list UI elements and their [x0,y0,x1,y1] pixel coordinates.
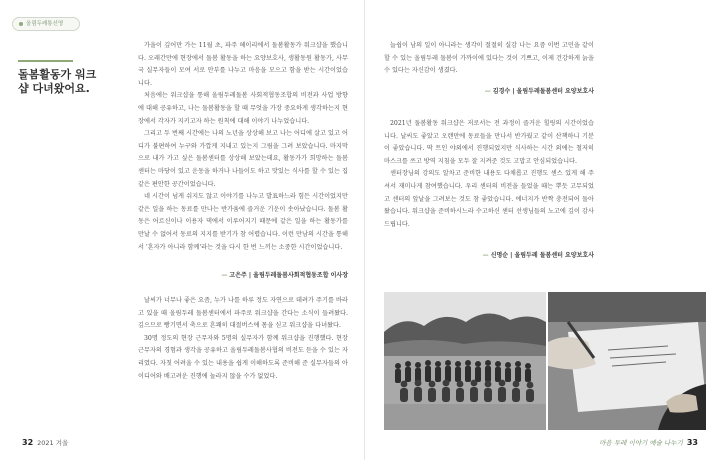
paragraph: 그리고 두 번째 시간에는 나의 노년을 상상해 보고 나는 어디에 살고 있고 어디가 불편하여 누구와 가깝게 지내고 있는지 그림을 그려 보았습니다. 마지막으로 내가 가고 싶은 돌봄센터를 상상해 보았는데요, 활동가가 희망하는 돌봄센터는 마당이 있고 운동을 하거나 나들이도 하고 맛있는 식사를 할 수 있는 집 같은 편안한 공간이었습니다. [138,130,348,188]
writing-photo-image [548,292,706,430]
right-signature-2-text: 신명순 | 올림두레 돌봄센터 요양보호사 [490,252,594,259]
headline-text: 돌봄활동가 워크샵 다녀왔어요. [18,68,97,95]
paragraph: 가을이 깊어만 가는 11월 초, 파주 헤이리에서 돌봄활동가 워크샵을 했습니다. 오래간만에 현장에서 돌봄 활동을 하는 요양보호사, 생활동원 활동가, 사무국 실무자들이 모여 서로 안부를 나누고 마음을 모으고 함을 받는 시간이었습니다. [138,42,348,87]
right-top-column [384,40,594,78]
left-signature: — 고은주 | 올림두레돌봄사회적협동조합 이사장 [221,272,348,279]
page-number-right: 33 [686,438,698,447]
group-photo-image [384,292,546,430]
paragraph: 2021년 돌봄활동 워크샵은 저로서는 전 과정이 즐거운 힐링의 시간이었습니다. 날씨도 좋았고 오랜만에 동료들을 만나서 반가웠고 같이 산책하니 기분이 좋았습니다. 딱 트인 야외에서 진행되었지만 식사하는 시간 외에는 철저히 마스크를 쓰고 방역 지침을 모두 잘 지켜준 것도 고맙고 안심되었습니다. [384,120,594,165]
group-photo [384,292,546,430]
issue-label: 2021 겨울 [37,439,69,447]
left-bottom-column [138,295,348,383]
left-signature-text: 고은주 | 올림두레돌봄사회적협동조합 이사장 [229,272,348,279]
headline-accent-bar [18,60,73,62]
magazine-name: 마음 두레 이야기 예술 나누기 [599,439,683,447]
paragraph: 처음에는 워크샵을 통해 올림두레돌봄 사회적협동조합의 비전과 사업 방향에 대해 공유하고, 나는 돌봄활동을 할 때 무엇을 가장 중요하게 생각하는지 현장에서 각자가 지키고자 하는 원칙에 대해 이야기 나누었습니다. [138,92,348,125]
left-top-column [138,40,348,254]
paragraph: 날씨가 너무나 좋은 요즘, 누가 나를 하루 정도 자연으로 데려가 주기를 바라고 있을 때 올림두레 돌봄센터에서 파주로 워크샵을 간다는 소식이 들려왔다. 깊으므로 빵기면서 축으로 흔쾌히 대절버스에 몸을 싣고 워크샵을 다녀왔다. [138,297,348,330]
paragraph: 센터장님의 강의도 알차고 준비한 내용도 다채롭고 진행도 센스 있게 해 주셔서 재미나게 참여했습니다. 우리 센터의 비전을 들었을 때는 뿌듯 고무되었고 센터의 앞날을 그려보는 것도 참 좋았습니다. 에너지가 반짝 충전되어 돌아왔습니다. 워크샵을 준비하시느라 수고하신 센터 선생님들의 노고에 깊이 감사드립니다. [384,170,594,228]
right-middle-column [384,118,594,231]
gutter [364,0,365,460]
tag-dot-icon [19,22,23,26]
paragraph: 늘쉽이 남의 일이 아니라는 생각이 절절히 실감 나는 요즘 이번 고민을 같이할 수 있는 올림두레 돌봄이 가까이에 있다는 것이 기쁘고, 이제 건강하게 늙을 수 있다는 자신감이 생겼다. [384,42,594,75]
section-tag-label: 올림두레통신영 [26,21,64,27]
section-tag [12,17,80,31]
folio-left [22,438,68,447]
right-signature-1-text: 김경수 | 올림두레돌봄센터 요양보호사 [492,88,594,95]
paragraph: 네 시간이 넘게 쉬지도 않고 이야기를 나누고 발표하느라 힘든 시간이었지만 같은 일을 하는 동료를 만나는 반가움에 즐거운 기운이 솟아났습니다. 돌봄 활동은 어르신이나 이용자 댁에서 이루어지기 때문에 같은 일을 하는 활동가를 만날 수 없어서 동료의 지지를 받기가 참 어렵습니다. 이런 만남의 시간을 통해서 '혼자가 아니라 함께'라는 것을 다시 한 번 느끼는 소중한 시간이었습니다. [138,193,348,251]
article-headline [18,60,98,96]
right-signature-2: — 신명순 | 올림두레 돌봄센터 요양보호사 [482,252,594,259]
folio-right [599,438,698,447]
writing-photo [548,292,706,430]
page-number-left: 32 [22,438,34,447]
right-signature-1: — 김경수 | 올림두레돌봄센터 요양보호사 [484,88,594,95]
paragraph: 30명 정도의 현장 근무자와 5명의 실무자가 함께 워크샵을 진행했다. 현장 근무자의 경험과 생각을 공유하고 올림두레돌봄사협의 비전도 듣을 수 있는 자리였다. 자칫 어려울 수 있는 내용을 쉽게 이해하도록 준비해 준 실무자들의 아이디어와 배고려운 진행에 놀라지 않을 수가 없었다. [138,334,348,380]
